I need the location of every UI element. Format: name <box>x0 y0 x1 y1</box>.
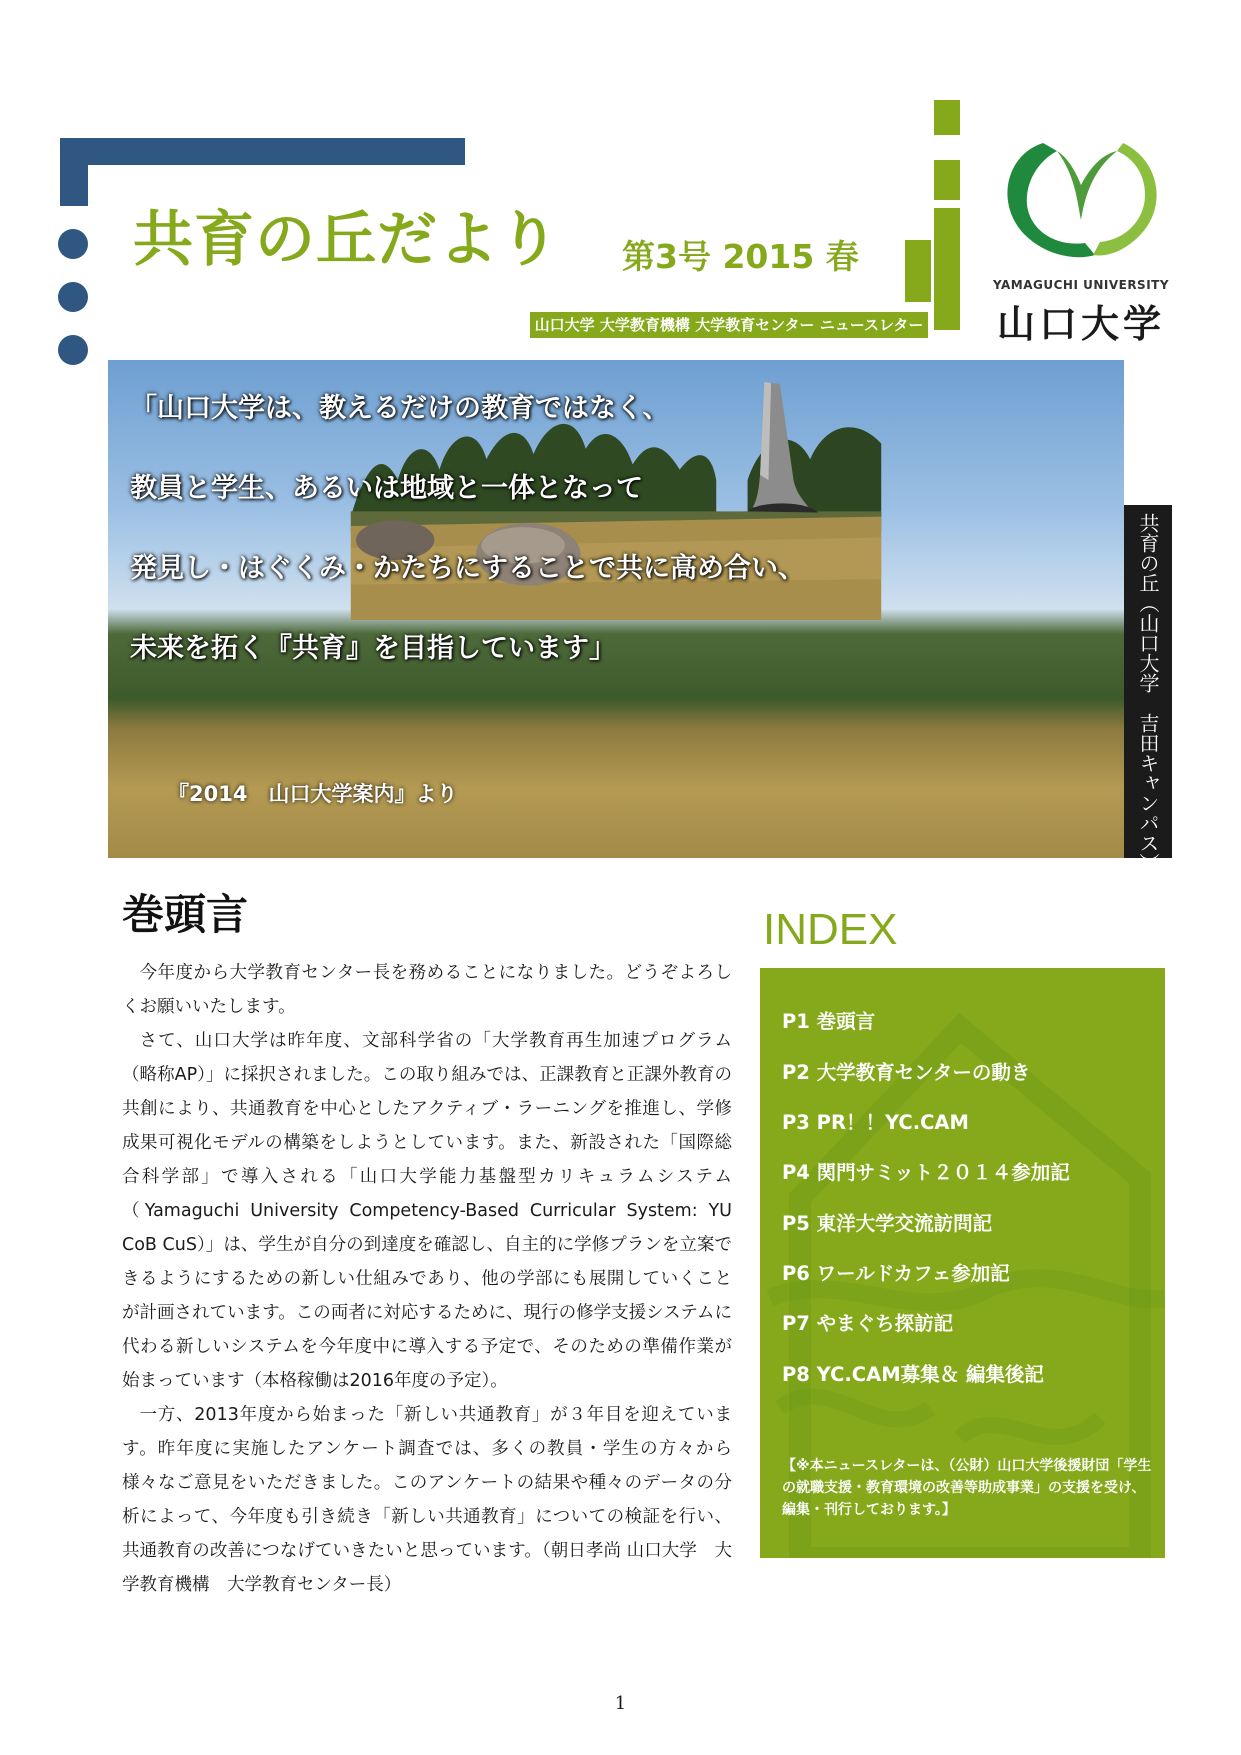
article-paragraph: さて、山口大学は昨年度、文部科学省の「大学教育再生加速プログラム（略称AP）」に採択されました。この取り組みでは、正課教育と正課外教育の共創により、共通教育を中心としたアクティブ・ラーニングを推進し、学修成果可視化モデルの構築をしようとしています。また、新設された「国際総合科学部」で導入される「山口大学能力基盤型カリキュラムシステム（Yamaguchi University Competency-Based Curricular System: YU CoB CuS）」は、学生が自分の到達度を確認し、自主的に学修プランを立案できるようにするための新しい仕組みであり、他の学部にも展開していくことが計画されています。この両者に対応するために、現行の修学支援システムに代わる新しいシステムを今年度中に導入する予定で、そのための準備作業が始まっています（本格稼働は2016年度の予定）。 <box>122 1031 732 1391</box>
decor-dot <box>58 282 88 312</box>
header-green-block <box>905 240 931 302</box>
article-body <box>122 956 732 1602</box>
header-navy-bar <box>60 138 465 165</box>
newsletter-subtitle: 山口大学 大学教育機構 大学教育センター ニュースレター <box>530 312 928 338</box>
logo-emblem-icon <box>985 115 1177 275</box>
logo-name-ja: 山口大学 <box>996 302 1165 346</box>
decor-dot <box>58 335 88 365</box>
header-green-block <box>934 100 960 135</box>
index-item[interactable]: P6 ワールドカフェ参加記 <box>782 1262 1010 1285</box>
index-title: INDEX <box>763 905 898 954</box>
index-box <box>760 968 1165 1558</box>
index-item[interactable]: P5 東洋大学交流訪問記 <box>782 1212 993 1235</box>
index-item[interactable]: P2 大学教育センターの動き <box>782 1061 1031 1084</box>
newsletter-title: 共育の丘だより <box>133 205 560 275</box>
article-paragraph: 一方、2013年度から始まった「新しい共通教育」が３年目を迎えています。昨年度に実施したアンケート調査では、多くの教員・学生の方々から様々なご意見をいただきました。このアンケートの結果や種々のデータの分析によって、今年度も引き続き「新しい共通教育」についての検証を行い、共通教育の改善につなげていきたいと思っています。（朝日孝尚 山口大学 大学教育機構 大学教育センター長） <box>122 1405 732 1595</box>
header-green-block <box>934 208 960 330</box>
index-item[interactable]: P1 巻頭言 <box>782 1010 876 1033</box>
hero-quote-line: 「山口大学は、教えるだけの教育ではなく、 <box>130 393 670 424</box>
header-navy-bar-vertical <box>60 138 88 206</box>
logo-name-en: YAMAGUCHI UNIVERSITY <box>992 278 1170 292</box>
index-item[interactable]: P4 関門サミット２０１４参加記 <box>782 1161 1070 1184</box>
hero-vertical-caption: 共育の丘（山口大学 吉田キャンパス） <box>1124 505 1172 858</box>
article-heading: 巻頭言 <box>122 890 249 939</box>
issue-label: 第3号 2015 春 <box>622 237 859 276</box>
header-green-block <box>934 160 960 200</box>
hero-quote-line: 教員と学生、あるいは地域と一体となって <box>130 473 643 504</box>
article-paragraph: 今年度から大学教育センター長を務めることになりました。どうぞよろしくお願いいたします。 <box>122 963 732 1017</box>
index-item[interactable]: P8 YC.CAM募集＆ 編集後記 <box>782 1363 1044 1386</box>
decor-dot <box>58 229 88 259</box>
hero-credit: 『2014 山口大学案内』より <box>168 782 458 806</box>
hero-quote-line: 発見し・はぐくみ・かたちにすることで共に高め合い、 <box>130 553 805 584</box>
index-note: 【※本ニュースレターは、（公財）山口大学後援財団「学生の就職支援・教育環境の改善等助成事業」の支援を受け、編集・刊行しております。】 <box>782 1458 1152 1518</box>
hero-quote-line: 未来を拓く『共育』を目指しています」 <box>130 633 616 664</box>
page-number: 1 <box>614 1693 627 1714</box>
hero-photo <box>108 360 1124 858</box>
index-item[interactable]: P3 PR！！YC.CAM <box>782 1111 969 1134</box>
index-item[interactable]: P7 やまぐち探訪記 <box>782 1312 954 1335</box>
